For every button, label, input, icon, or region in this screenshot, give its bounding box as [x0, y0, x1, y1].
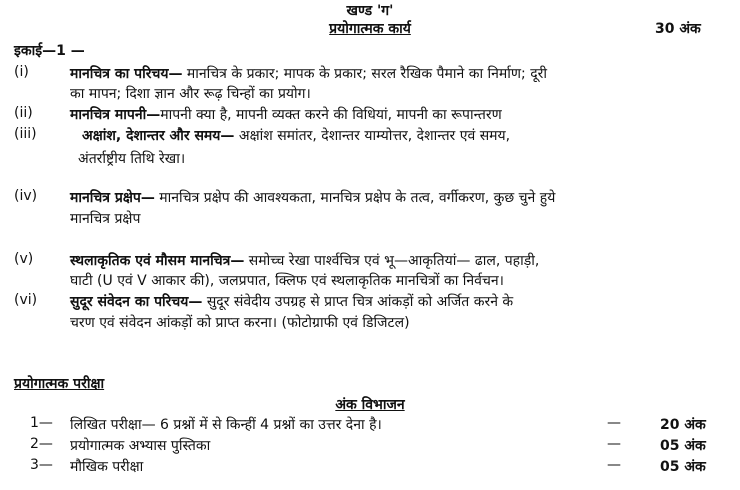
item-heading: अक्षांश, देशान्तर और समय—	[82, 128, 235, 144]
item-number: (iv)	[14, 188, 38, 204]
table-row-marks: 05 अंक	[660, 459, 706, 475]
item-heading: मानचित्र मापनी—	[70, 107, 161, 123]
item-heading: मानचित्र प्रक्षेप—	[70, 190, 155, 206]
list-item	[70, 292, 513, 311]
section-label: खण्ड 'ग'	[346, 3, 394, 19]
item-text: समोच्च रेखा पार्श्वचित्र एवं भू—आकृतियां— ढाल, पहाड़ी,	[244, 253, 540, 269]
item-text-continued: चरण एवं संवेदन आंकड़ों को प्राप्त करना। (फोटोग्राफी एवं डिजिटल)	[70, 315, 410, 331]
unit-heading: इकाई—1 —	[14, 43, 85, 59]
item-text: मानचित्र प्रक्षेप की आवश्यकता, मानचित्र प्रक्षेप के तत्व, वर्गीकरण, कुछ चुने हुये	[154, 190, 556, 206]
item-text-continued: मानचित्र प्रक्षेप	[70, 211, 141, 227]
item-number: (v)	[14, 251, 34, 267]
total-marks: 30 अंक	[655, 21, 701, 37]
item-text-continued: अंतर्राष्ट्रीय तिथि रेखा।	[78, 151, 186, 167]
item-text: मानचित्र के प्रकार; मापक के प्रकार; सरल रैखिक पैमाने का निर्माण; दूरी	[182, 66, 548, 82]
item-text: अक्षांश समांतर, देशान्तर याम्योत्तर, देशान्तर एवं समय,	[234, 128, 511, 144]
item-number: (iii)	[14, 126, 37, 142]
item-heading: स्थलाकृतिक एवं मौसम मानचित्र—	[70, 253, 245, 269]
item-number: (i)	[14, 64, 29, 80]
item-number: (ii)	[14, 105, 33, 121]
item-number: (vi)	[14, 292, 38, 308]
item-heading: मानचित्र का परिचय—	[70, 66, 183, 82]
marks-distribution-heading: अंक विभाजन	[335, 397, 405, 413]
table-row-label: मौखिक परीक्षा	[70, 459, 144, 475]
table-row-dash: —	[607, 415, 621, 431]
table-row-label: लिखित परीक्षा— 6 प्रश्नों में से किन्हीं 4 प्रश्नों का उत्तर देना है।	[70, 417, 382, 433]
list-item	[70, 105, 502, 124]
table-row-marks: 05 अंक	[660, 438, 706, 454]
page-title: प्रयोगात्मक कार्य	[329, 21, 411, 37]
list-item	[70, 188, 555, 207]
item-text-continued: का मापन; दिशा ज्ञान और रूढ़ चिन्हों का प्रयोग।	[70, 86, 311, 102]
list-item	[70, 64, 547, 83]
table-row-number: 3—	[30, 457, 53, 473]
item-heading: सुदूर संवेदन का परिचय—	[70, 294, 203, 310]
list-item	[70, 251, 539, 270]
item-text: सुदूर संवेदीय उपग्रह से प्राप्त चित्र आंकड़ों को अर्जित करने के	[202, 294, 514, 310]
table-row-label: प्रयोगात्मक अभ्यास पुस्तिका	[70, 438, 211, 454]
item-text: मापनी क्या है, मापनी व्यक्त करने की विधियां, मापनी का रूपान्तरण	[160, 107, 502, 123]
table-row-dash: —	[607, 457, 621, 473]
item-text-continued: घाटी (U एवं V आकार की), जलप्रपात, क्लिफ एवं स्थलाकृतिक मानचित्रों का निर्वचन।	[70, 273, 504, 289]
table-row-number: 1—	[30, 415, 53, 431]
table-row-number: 2—	[30, 436, 53, 452]
list-item	[82, 126, 510, 145]
exam-heading: प्रयोगात्मक परीक्षा	[14, 376, 105, 392]
table-row-dash: —	[607, 436, 621, 452]
table-row-marks: 20 अंक	[660, 417, 706, 433]
